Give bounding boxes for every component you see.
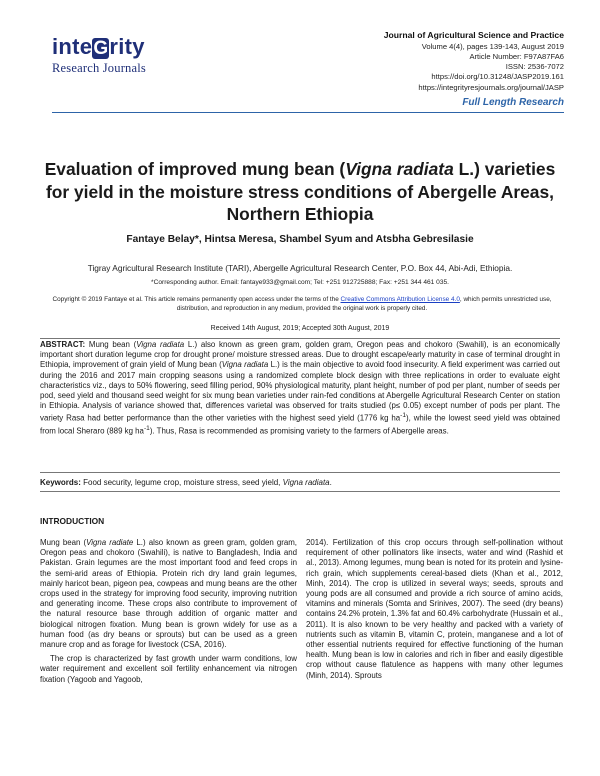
keywords-label: Keywords: <box>40 478 81 487</box>
introduction-heading: INTRODUCTION <box>40 516 105 526</box>
abstract <box>40 340 560 437</box>
abstract-bottom-divider <box>40 472 560 473</box>
keywords-end: . <box>329 478 332 487</box>
abstract-text: L.) is the main objective to avoid food insecurity. A field experiment was carried out during the 2016 and 2017 main cropping seasons using a randomized complete block design with three replications in order to evaluate eight characteristics viz., days to 50% flowering, seed filling period, 90% physiological maturity, plant height, number of pod per plant, number of seeds per pod, seed yield and thousand seed weight for six mung bean varieties under rain-fed conditions at Abergelle Agricultural Research Center on station in Ethiopia. Analysis of variance showed that, differences varietal was observed for traits studied (p≤ 0.05) except number of pods per plant. The variety Rasa had better performance than the other varieties with the highest seed yield (1776 kg ha <box>40 360 560 424</box>
license-link[interactable]: Creative Commons Attribution License 4.0 <box>340 296 460 303</box>
paragraph-species: Vigna radiate <box>86 538 134 547</box>
intro-paragraph-3: 2014). Fertilization of this crop occurs through self-pollination without requirement of other pollinators like insects, water and wind (Rashid et al., 2013). Among legumes, mung bean is noted for its protein and lysine-rich grain, which supplements cereal-based diets (Khan et al., 2012, Minh, 2014). The crop is utilized in several ways; seeds, sprouts and young pods are all consumed and provide a rich source of amino acids, vitamins and minerals (Somta and Srinives, 2007). The seed (dry beans) contains 24.2% protein, 1.3% fat and 60.4% carbohydrate (Hussain et al., 2011). It is also known to be very healthy and packed with a variety of nutrients such as vitamin B, vitamin C, protein, manganese and a lot of other essential nutrients required for effective functioning of the human health. Mung bean is low in calories and rich in fiber and easily digestible crop without cause flatulence as happens with many other legumes (Minh, 2014). Sprouts <box>306 538 563 680</box>
journal-url-link[interactable]: https://integrityresjournals.org/journal/JASP <box>418 82 564 92</box>
affiliation: Tigray Agricultural Research Institute (TARI), Abergelle Agricultural Research Center, P.O. Box 44, Abi-Adi, Ethiopia. <box>87 263 513 273</box>
copyright-notice <box>52 296 552 313</box>
logo-subtitle: Research Journals <box>52 61 146 75</box>
corresponding-author: *Corresponding author. Email: fantaye933@gmail.com; Tel: +251 912725888; Fax: +251 344 461 035. <box>151 279 449 286</box>
logo-wordmark <box>52 36 182 60</box>
author-list: Fantaye Belay*, Hintsa Meresa, Shambel Syum and Atsbha Gebresilasie <box>126 234 474 245</box>
title-part2: L.) varieties for yield in the moisture stress conditions of Abergelle Areas, Northern Ethiopia <box>46 159 556 224</box>
article-number: Article Number: F97A87FA6 <box>469 51 564 61</box>
body-column-right <box>306 538 563 685</box>
logo-name-part2: rity <box>109 34 145 59</box>
journal-info <box>384 30 564 93</box>
logo-g-mark: G <box>93 38 109 59</box>
copyright-text-before: Copyright © 2019 Fantaye et al. This article remains permanently open access under the terms of the <box>52 296 341 303</box>
logo-name-part1: inte <box>52 34 93 59</box>
copyright-text-after: , which permits unrestricted use, distribution, and reproduction in any medium, provided the original work is properly cited. <box>176 296 552 312</box>
body-column-left <box>40 538 297 689</box>
doi-link[interactable]: https://doi.org/10.31248/JASP2019.161 <box>431 72 564 82</box>
keywords-divider <box>40 491 560 492</box>
abstract-species: Vigna radiata <box>136 340 185 349</box>
issn: ISSN: 2536-7072 <box>505 62 564 72</box>
paragraph-text: Mung bean ( <box>40 538 87 547</box>
header-divider <box>52 112 564 113</box>
journal-name: Journal of Agricultural Science and Practice <box>383 30 564 40</box>
publisher-logo <box>52 36 182 76</box>
paragraph-text: L.) also known as green gram, golden gram, Oregon peas and chokoro (Swahili), is native to Bangladesh, India and Pakistan. Grain legumes are the most important food and feed crops in the semi-arid areas of Ethiopia. Protein rich dry land grain legumes, mainly haricot bean, pigeon pea, cowpeas and mung beans are the other crops used in the strategy for improving food security, improving nutrition and generating income. These crops also contribute to improvement of the natural resource base through addition of organic matter and biological nitrogen fixation. Mung bean is grown widely for use as a human food (as dry beans or sprouts) but can be used as a green manure crop and as forage for livestock (CSA, 2016). <box>40 538 297 650</box>
abstract-text: ). Thus, Rasa is recommended as promising variety to the farmers of Abergelle areas. <box>149 426 449 436</box>
received-dates: Received 14th August, 2019; Accepted 30th August, 2019 <box>210 325 390 332</box>
abstract-superscript: -1 <box>143 425 150 433</box>
keywords-species: Vigna radiata <box>282 478 330 487</box>
abstract-label: ABSTRACT: <box>40 340 86 349</box>
abstract-text: Mung bean ( <box>85 340 137 349</box>
abstract-superscript: -1 <box>400 412 407 420</box>
keywords-text: Food security, legume crop, moisture stress, seed yield, <box>80 478 283 487</box>
abstract-top-divider <box>40 338 560 339</box>
intro-paragraph-2: The crop is characterized by fast growth under warm conditions, low water requirement and excellent soil fertility enhancement via nitrogen fixation (Yagoob and Yagoob, <box>40 654 297 684</box>
journal-volume: Volume 4(4), pages 139-143, August 2019 <box>421 41 564 51</box>
intro-paragraph-1 <box>40 538 297 650</box>
abstract-text: ), while the lowest seed yield was obtained from local Sheraro (889 kg ha <box>40 414 560 436</box>
abstract-species: Vigna radiata <box>221 360 269 370</box>
article-title <box>40 158 560 226</box>
title-species: Vigna radiata <box>345 159 454 179</box>
article-type: Full Length Research <box>462 97 564 108</box>
keywords <box>40 478 560 487</box>
title-part1: Evaluation of improved mung bean ( <box>44 159 346 179</box>
abstract-text: L.) also known as green gram, golden gram, Oregon peas and chokoro (Swahili), is an economically important short duration legume crop for drought prone/ moisture stressed areas. Due to drought escape/early maturity in case of terminal drought in Ethiopia, improvement of grain yield of Mung bean ( <box>40 340 560 370</box>
